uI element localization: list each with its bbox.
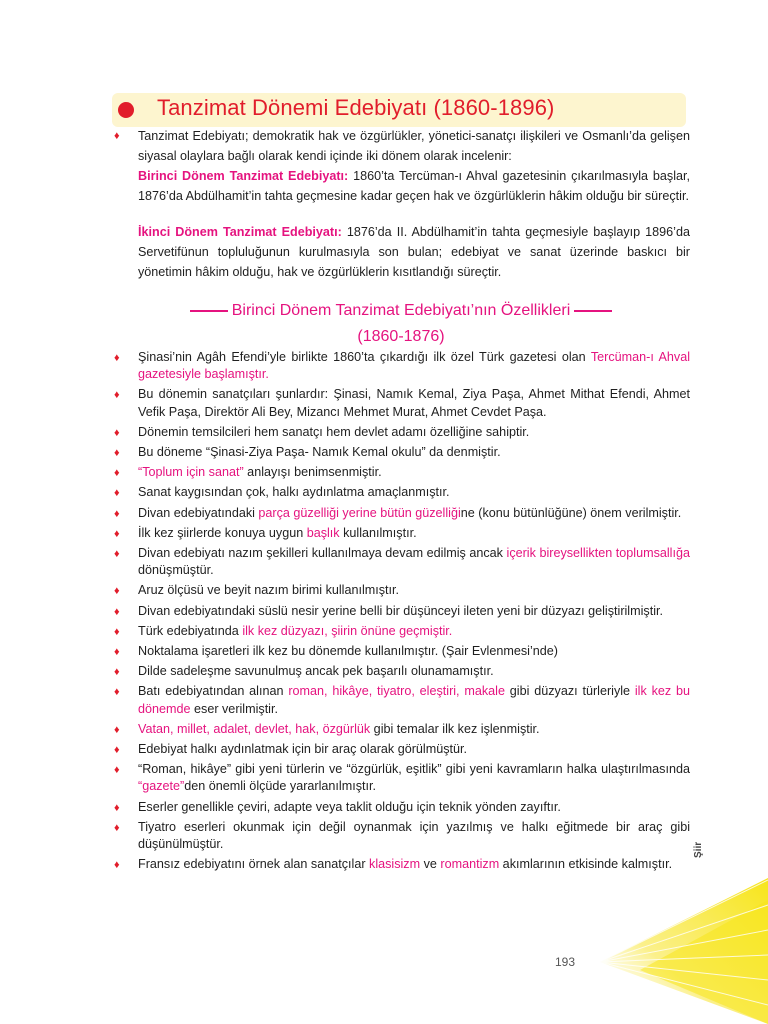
list-item: [114, 582, 690, 602]
list-item: [114, 856, 690, 876]
diamond-bullet-icon: ♦: [114, 723, 120, 736]
list-item: [114, 464, 690, 484]
diamond-bullet-icon: ♦: [114, 527, 120, 540]
list-item: [114, 444, 690, 464]
diamond-bullet-icon: ♦: [114, 801, 120, 814]
list-item: [114, 623, 690, 643]
diamond-bullet-icon: ♦: [114, 605, 120, 618]
item-text: Tiyatro eserleri okunmak için değil oynanmak için yazılmış ve halkı eğitmede bir araç gibi düşünülmüştür.: [138, 819, 690, 852]
item-text: Bu dönemin sanatçıları şunlardır: Şinasi, Namık Kemal, Ziya Paşa, Ahmet Mithat Efendi, Ahmet Vefik Paşa, Direktör Ali Bey, Mizancı Mehmet Murat, Ahmet Cevdet Paşa.: [138, 387, 690, 419]
list-item: [114, 663, 690, 683]
item-text: Batı edebiyatından alınan: [138, 684, 289, 699]
item-text: Divan edebiyatındaki: [138, 505, 259, 520]
highlight-text: başlık: [306, 525, 340, 540]
highlight-text: klasisizm: [369, 857, 421, 872]
diamond-bullet-icon: ♦: [114, 821, 120, 834]
item-text: İlk kez şiirlerde konuya uygun: [138, 525, 307, 540]
item-text: Dilde sadeleşme savunulmuş ancak pek başarılı olunamamıştır.: [138, 664, 494, 679]
list-item: [114, 799, 690, 819]
highlight-text: roman, hikâye, tiyatro, eleştiri, makale: [288, 684, 505, 699]
item-text: dönüşmüştür.: [138, 563, 214, 578]
diamond-bullet-icon: ♦: [114, 426, 120, 439]
item-text: Türk edebiyatında: [138, 623, 243, 638]
item-text: Eserler genellikle çeviri, adapte veya taklit olduğu için teknik yönden zayıftır.: [138, 799, 561, 814]
diamond-bullet-icon: ♦: [114, 487, 120, 500]
list-item: [114, 545, 690, 582]
item-text: gibi düzyazı türleriyle: [504, 684, 635, 699]
item-text: Sanat kaygısından çok, halkı aydınlatma amaçlanmıştır.: [138, 485, 450, 500]
diamond-bullet-icon: ♦: [114, 352, 120, 364]
heading-rule-left: [190, 310, 228, 312]
diamond-bullet-icon: ♦: [114, 447, 120, 460]
highlight-text: içerik bireysellikten toplumsallığa: [506, 546, 690, 561]
list-item: [114, 349, 690, 386]
period2-label: İkinci Dönem Tanzimat Edebiyatı:: [138, 225, 342, 239]
list-item: [114, 683, 690, 720]
section-heading-text: Birinci Dönem Tanzimat Edebiyatı’nın Özellikleri: [231, 302, 571, 319]
list-item: [114, 819, 690, 856]
highlight-text: ilk kez bu dönemde: [138, 684, 690, 716]
title-bullet-icon: [118, 102, 134, 118]
item-text: Dönemin temsilcileri hem sanatçı hem devlet adamı özelliğine sahiptir.: [138, 424, 530, 439]
highlight-text: Vatan, millet, adalet, devlet, hak, özgürlük: [138, 721, 371, 736]
item-text: Şinasi’nin Agâh Efendi’yle birlikte 1860’ta çıkardığı ilk özel Türk gazetesi olan: [138, 350, 591, 364]
item-text: “Roman, hikâye” gibi yeni türlerin ve “özgürlük, eşitlik” gibi yeni kavramların halka ulaştırılmasında: [138, 762, 690, 777]
list-item: [114, 761, 690, 798]
list-item: [114, 505, 690, 525]
intro-paragraph: [114, 126, 690, 166]
diamond-bullet-icon: ♦: [114, 467, 120, 480]
list-item: [114, 484, 690, 504]
highlight-text: “Toplum için sanat”: [138, 465, 244, 480]
item-text: Divan edebiyatı nazım şekilleri kullanılmaya devam edilmiş ancak: [138, 546, 507, 561]
item-text: gibi temalar ilk kez işlenmiştir.: [370, 721, 540, 736]
highlight-text: romantizm: [440, 857, 500, 872]
diamond-bullet-icon: ♦: [114, 744, 120, 757]
item-text: ve: [420, 857, 441, 872]
list-item: [114, 603, 690, 623]
period1-text: 1860’ta Tercüman-ı Ahval gazetesinin çıkarılmasıyla başlar, 1876’da Abdülhamit’in tahta geçmesine kadar geçen hak ve özgürlüklerin hâkim olduğu bir süreçtir.: [138, 169, 691, 203]
diamond-bullet-icon: ♦: [114, 625, 120, 638]
period1-paragraph: [138, 166, 690, 206]
diamond-bullet-icon: ♦: [114, 130, 120, 142]
list-item: [114, 424, 690, 444]
list-item: [114, 386, 690, 423]
item-text: Fransız edebiyatını örnek alan sanatçılar: [138, 857, 370, 872]
list-item: [114, 643, 690, 663]
page-number: 193: [555, 955, 576, 969]
item-text: Noktalama işaretleri ilk kez bu dönemde kullanılmıştır. (Şair Evlenmesi’nde): [138, 644, 558, 659]
item-text: den önemli ölçüde yararlanılmıştır.: [184, 779, 376, 794]
list-item: [114, 721, 690, 741]
item-text: Aruz ölçüsü ve beyit nazım birimi kullanılmıştır.: [138, 583, 400, 598]
intro-text: Tanzimat Edebiyatı; demokratik hak ve özgürlükler, yönetici-sanatçı ilişkileri ve Osmanlı’da gelişen siyasal olaylara bağlı olarak kendi içinde iki dönem olarak incelenir:: [138, 129, 690, 163]
highlight-text: Tercüman-ı Ahval gazetesiyle başlamıştır.: [138, 350, 690, 382]
period1-label: Birinci Dönem Tanzimat Edebiyatı:: [138, 169, 349, 183]
diamond-bullet-icon: ♦: [114, 859, 120, 872]
highlight-text: ilk kez düzyazı, şiirin önüne geçmiştir.: [242, 623, 453, 638]
diamond-bullet-icon: ♦: [114, 389, 120, 402]
item-text: eser verilmiştir.: [190, 701, 278, 716]
period2-paragraph: [138, 222, 690, 282]
page-title: Tanzimat Dönemi Edebiyatı (1860-1896): [157, 95, 555, 120]
side-section-label: Şiir: [693, 841, 704, 858]
diamond-bullet-icon: ♦: [114, 666, 120, 679]
item-text: ne (konu bütünlüğüne) önem verilmiştir.: [460, 505, 682, 520]
diamond-bullet-icon: ♦: [114, 548, 120, 561]
item-text: Edebiyat halkı aydınlatmak için bir araç olarak görülmüştür.: [138, 742, 467, 757]
item-text: Divan edebiyatındaki süslü nesir yerine belli bir düşünceyi ileten yeni bir düzyazı geliştirilmiştir.: [138, 603, 663, 618]
item-text: akımlarının etkisinde kalmıştır.: [499, 857, 673, 872]
feature-list: [114, 349, 690, 876]
highlight-text: parça güzelliği yerine bütün güzelliği: [258, 505, 461, 520]
diamond-bullet-icon: ♦: [114, 646, 120, 659]
diamond-bullet-icon: ♦: [114, 686, 120, 699]
item-text: anlayışı benimsenmiştir.: [243, 465, 382, 480]
diamond-bullet-icon: ♦: [114, 585, 120, 598]
period2-text: 1876’da II. Abdülhamit’in tahta geçmesiyle başlayıp 1896’da Servetifünun topluluğunun kurulmasıyla son bulan; edebiyat ve sanat üzerinde baskıcı bir yönetimin hâkim olduğu, hak ve özgürlüklerin kısıtlandığı süreçtir.: [138, 225, 690, 279]
section-years: (1860-1876): [357, 328, 445, 345]
list-item: [114, 525, 690, 545]
list-item: [114, 741, 690, 761]
highlight-text: “gazete”: [138, 779, 185, 794]
heading-rule-right: [574, 310, 612, 312]
item-text: kullanılmıştır.: [339, 525, 417, 540]
section-heading: [112, 298, 690, 324]
diamond-bullet-icon: ♦: [114, 507, 120, 520]
item-text: Bu döneme “Şinasi-Ziya Paşa- Namık Kemal okulu” da denmiştir.: [138, 445, 501, 460]
diamond-bullet-icon: ♦: [114, 764, 120, 777]
